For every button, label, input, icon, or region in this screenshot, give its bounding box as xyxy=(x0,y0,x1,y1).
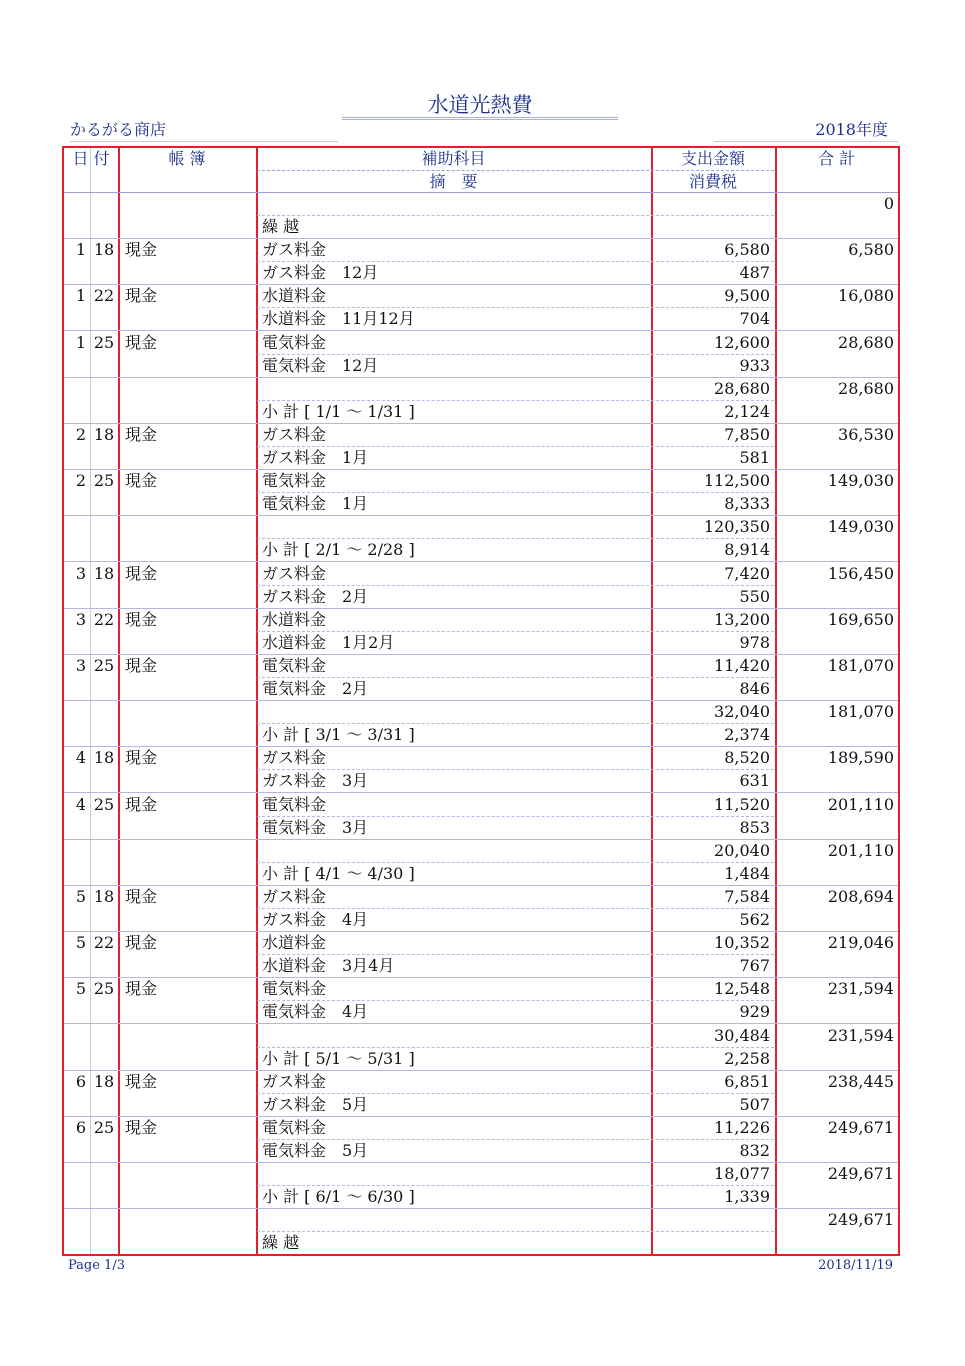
row-sub-account: ガス料金 xyxy=(262,748,327,768)
row-book: 現金 xyxy=(125,425,158,444)
row-day: 18 xyxy=(93,887,115,906)
row-sub-account: 電気料金 xyxy=(262,656,327,675)
row-month: 6 xyxy=(75,1071,86,1091)
row-book: 現金 xyxy=(125,471,158,491)
table-row xyxy=(64,655,898,701)
ledger-table xyxy=(62,146,900,1256)
document-title-block xyxy=(342,92,618,120)
row-amount: 10,352 xyxy=(714,933,770,953)
table-row xyxy=(64,701,898,747)
row-description: 電気料金 2月 xyxy=(262,679,369,698)
header-date: 日 付 xyxy=(72,149,110,168)
row-amount: 112,500 xyxy=(703,471,770,491)
row-tax: 2,124 xyxy=(724,401,770,421)
row-book: 現金 xyxy=(125,1071,158,1091)
header-book: 帳 簿 xyxy=(168,149,206,168)
header-amount: 支出金額 xyxy=(680,149,745,168)
row-description: 小 計 [ 6/1 ～ 6/30 ] xyxy=(262,1187,415,1207)
row-description: 小 計 [ 4/1 ～ 4/30 ] xyxy=(262,863,415,883)
row-tax: 487 xyxy=(739,263,770,283)
header-total: 合 計 xyxy=(817,149,856,168)
row-day: 22 xyxy=(93,933,115,953)
row-month: 3 xyxy=(75,609,86,629)
title-underline xyxy=(342,117,618,120)
table-row xyxy=(64,239,898,285)
row-amount: 13,200 xyxy=(714,609,770,629)
row-total: 156,450 xyxy=(827,563,894,583)
row-amount: 7,850 xyxy=(724,425,770,444)
row-total: 149,030 xyxy=(827,471,894,491)
row-description: 水道料金 3月4月 xyxy=(262,956,395,976)
row-book: 現金 xyxy=(125,609,158,629)
row-amount: 11,226 xyxy=(714,1118,770,1137)
row-day: 25 xyxy=(93,794,115,814)
row-sub-account: ガス料金 xyxy=(262,240,327,260)
row-amount: 11,520 xyxy=(714,794,770,814)
row-tax: 929 xyxy=(739,1002,770,1022)
row-day: 22 xyxy=(93,286,115,306)
row-total: 16,080 xyxy=(838,286,894,306)
row-amount: 28,680 xyxy=(714,378,770,398)
row-amount: 12,600 xyxy=(714,332,770,352)
row-description: ガス料金 5月 xyxy=(262,1094,369,1114)
table-row xyxy=(64,516,898,562)
row-amount: 30,484 xyxy=(714,1025,770,1045)
row-tax: 507 xyxy=(739,1094,770,1114)
row-description: 電気料金 1月 xyxy=(262,494,369,514)
row-total: 189,590 xyxy=(827,748,894,768)
table-row xyxy=(64,193,898,239)
row-total: 201,110 xyxy=(827,840,894,860)
row-month: 3 xyxy=(75,656,86,675)
row-day: 25 xyxy=(93,979,115,999)
table-row xyxy=(64,1025,898,1071)
header-sub-account: 補助科目 xyxy=(421,149,486,168)
table-row xyxy=(64,840,898,886)
row-tax: 631 xyxy=(739,771,770,791)
row-description: 繰 越 xyxy=(262,1233,300,1253)
row-description: ガス料金 1月 xyxy=(262,448,369,467)
row-amount: 32,040 xyxy=(714,702,770,722)
table-row xyxy=(64,563,898,609)
row-month: 1 xyxy=(75,240,86,260)
row-tax: 8,333 xyxy=(724,494,770,514)
table-row xyxy=(64,1117,898,1163)
row-book: 現金 xyxy=(125,240,158,260)
row-description: 小 計 [ 3/1 ～ 3/31 ] xyxy=(262,725,415,745)
row-description: 小 計 [ 5/1 ～ 5/31 ] xyxy=(262,1048,415,1068)
table-row xyxy=(64,1071,898,1117)
row-total: 231,594 xyxy=(827,979,894,999)
row-sub-account: 電気料金 xyxy=(262,471,327,491)
table-row xyxy=(64,932,898,978)
row-tax: 704 xyxy=(739,309,770,329)
page-number: Page 1/3 xyxy=(68,1258,125,1273)
row-day: 25 xyxy=(93,656,115,675)
row-description: 電気料金 3月 xyxy=(262,817,369,837)
row-tax: 550 xyxy=(739,586,770,606)
row-sub-account: 水道料金 xyxy=(262,933,327,953)
row-sub-account: ガス料金 xyxy=(262,563,327,583)
fiscal-year: 2018年度 xyxy=(714,120,898,142)
row-month: 2 xyxy=(75,425,86,444)
row-day: 22 xyxy=(93,609,115,629)
table-row xyxy=(64,747,898,793)
row-total: 28,680 xyxy=(838,332,894,352)
row-month: 1 xyxy=(75,332,86,352)
row-total: 231,594 xyxy=(827,1025,894,1045)
row-description: 水道料金 1月2月 xyxy=(262,632,395,652)
row-description: ガス料金 3月 xyxy=(262,771,369,791)
row-description: ガス料金 12月 xyxy=(262,263,379,283)
table-row xyxy=(64,378,898,424)
row-tax: 978 xyxy=(739,632,770,652)
row-day: 25 xyxy=(93,1118,115,1137)
row-tax: 933 xyxy=(739,355,770,375)
table-row xyxy=(64,609,898,655)
row-tax: 767 xyxy=(739,956,770,976)
document-title: 水道光熱費 xyxy=(427,93,533,117)
row-total: 238,445 xyxy=(827,1071,894,1091)
row-tax: 1,484 xyxy=(724,863,770,883)
row-day: 25 xyxy=(93,332,115,352)
table-row xyxy=(64,424,898,470)
table-row xyxy=(64,470,898,516)
row-amount: 12,548 xyxy=(714,979,770,999)
row-book: 現金 xyxy=(125,979,158,999)
row-book: 現金 xyxy=(125,933,158,953)
row-sub-account: 水道料金 xyxy=(262,286,327,306)
row-total: 36,530 xyxy=(838,425,894,444)
row-description: 繰 越 xyxy=(262,217,300,236)
row-total: 219,046 xyxy=(827,933,894,953)
row-day: 18 xyxy=(93,1071,115,1091)
row-amount: 11,420 xyxy=(714,656,770,675)
row-day: 18 xyxy=(93,425,115,444)
row-description: ガス料金 4月 xyxy=(262,910,369,929)
row-tax: 853 xyxy=(739,817,770,837)
table-row xyxy=(64,285,898,331)
row-book: 現金 xyxy=(125,656,158,675)
row-amount: 20,040 xyxy=(714,840,770,860)
row-total: 249,671 xyxy=(827,1210,894,1230)
row-month: 5 xyxy=(75,887,86,906)
row-sub-account: ガス料金 xyxy=(262,1071,327,1091)
row-month: 5 xyxy=(75,933,86,953)
row-tax: 832 xyxy=(739,1141,770,1160)
row-amount: 120,350 xyxy=(703,517,770,537)
row-day: 18 xyxy=(93,240,115,260)
print-date: 2018/11/19 xyxy=(818,1258,893,1273)
row-total: 6,580 xyxy=(848,240,894,260)
table-row xyxy=(64,978,898,1024)
table-row xyxy=(64,1163,898,1209)
row-sub-account: 電気料金 xyxy=(262,794,327,814)
row-day: 18 xyxy=(93,563,115,583)
header-description: 摘 要 xyxy=(429,172,478,191)
row-total: 249,671 xyxy=(827,1164,894,1184)
row-tax: 2,258 xyxy=(724,1048,770,1068)
row-total: 201,110 xyxy=(827,794,894,814)
row-month: 2 xyxy=(75,471,86,491)
row-book: 現金 xyxy=(125,563,158,583)
row-total: 28,680 xyxy=(838,378,894,398)
row-sub-account: ガス料金 xyxy=(262,425,327,444)
table-row xyxy=(64,332,898,378)
row-total: 0 xyxy=(883,194,894,213)
row-tax: 8,914 xyxy=(724,540,770,560)
row-total: 169,650 xyxy=(827,609,894,629)
row-total: 181,070 xyxy=(827,656,894,675)
row-description: 水道料金 11月12月 xyxy=(262,309,415,329)
row-day: 25 xyxy=(93,471,115,491)
row-total: 149,030 xyxy=(827,517,894,537)
row-total: 208,694 xyxy=(827,887,894,906)
row-description: 小 計 [ 2/1 ～ 2/28 ] xyxy=(262,540,415,560)
row-amount: 7,420 xyxy=(724,563,770,583)
row-amount: 9,500 xyxy=(724,286,770,306)
row-book: 現金 xyxy=(125,332,158,352)
table-row xyxy=(64,886,898,932)
row-description: ガス料金 2月 xyxy=(262,586,369,606)
row-sub-account: 水道料金 xyxy=(262,609,327,629)
row-book: 現金 xyxy=(125,286,158,306)
row-amount: 18,077 xyxy=(714,1164,770,1184)
table-row xyxy=(64,1209,898,1255)
row-tax: 2,374 xyxy=(724,725,770,745)
row-description: 電気料金 5月 xyxy=(262,1141,369,1160)
row-amount: 6,580 xyxy=(724,240,770,260)
company-name: かるがる商店 xyxy=(70,120,338,142)
row-book: 現金 xyxy=(125,1118,158,1137)
row-sub-account: 電気料金 xyxy=(262,332,327,352)
row-month: 4 xyxy=(75,748,86,768)
row-description: 電気料金 4月 xyxy=(262,1002,369,1022)
row-month: 6 xyxy=(75,1118,86,1137)
row-description: 小 計 [ 1/1 ～ 1/31 ] xyxy=(262,401,415,421)
row-month: 5 xyxy=(75,979,86,999)
row-book: 現金 xyxy=(125,887,158,906)
row-sub-account: 電気料金 xyxy=(262,979,327,999)
row-tax: 846 xyxy=(739,679,770,698)
table-row xyxy=(64,794,898,840)
row-tax: 562 xyxy=(739,910,770,929)
row-sub-account: ガス料金 xyxy=(262,887,327,906)
row-amount: 8,520 xyxy=(724,748,770,768)
row-month: 1 xyxy=(75,286,86,306)
row-month: 4 xyxy=(75,794,86,814)
row-sub-account: 電気料金 xyxy=(262,1118,327,1137)
row-tax: 581 xyxy=(739,448,770,467)
row-tax: 1,339 xyxy=(724,1187,770,1207)
row-day: 18 xyxy=(93,748,115,768)
row-total: 249,671 xyxy=(827,1118,894,1137)
row-description: 電気料金 12月 xyxy=(262,355,379,375)
row-amount: 7,584 xyxy=(724,887,770,906)
header-tax: 消費税 xyxy=(688,172,737,191)
row-book: 現金 xyxy=(125,748,158,768)
row-month: 3 xyxy=(75,563,86,583)
row-book: 現金 xyxy=(125,794,158,814)
row-amount: 6,851 xyxy=(724,1071,770,1091)
row-total: 181,070 xyxy=(827,702,894,722)
